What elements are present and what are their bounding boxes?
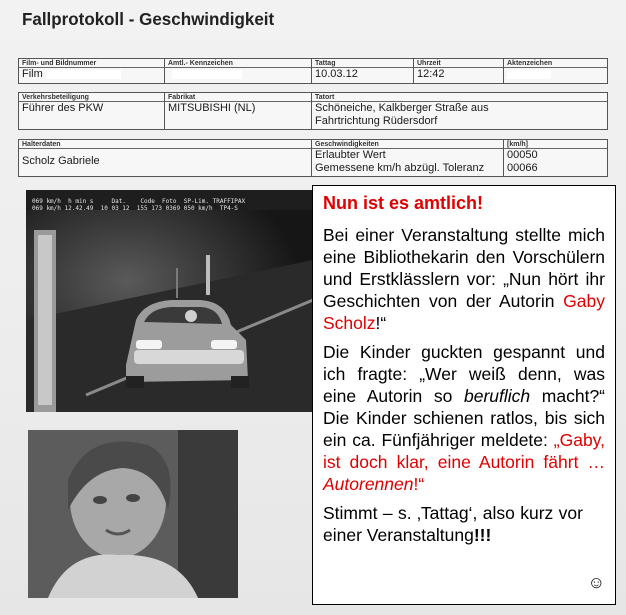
exclamation-marks: !!! [473,525,492,545]
halter-value: Scholz Gabriele [22,155,100,167]
tattag-label: Tattag [312,60,413,68]
uhrzeit-label: Uhrzeit [414,60,503,68]
hud-line-1: 069 km/h h min s Dat. Code Foto SP-Lim. TRAFFIPAX [32,198,246,205]
kennzeichen-value [168,68,308,81]
hud-line-2: 069 km/h 12.42.49 10 03 12 155 173 0369 050 km/h TP4-S [32,205,238,212]
paragraph-1-end: !“ [375,313,387,333]
tatort-value: Schöneiche, Kalkberger Straße aus Fahrtrichtung Rüdersdorf [315,102,489,127]
halter-cell [19,140,311,176]
driver-portrait-illustration [28,430,238,598]
kmh-cell [503,140,607,176]
tattag-value: 10.03.12 [315,68,358,80]
paragraph-2-italic: beruflich [463,386,531,406]
film-value [22,68,161,81]
smiley-icon: ☺ [587,573,605,592]
paragraph-2 [323,341,605,495]
gemessen-value: 00066 [507,162,538,174]
tatort-label: Tatort [312,94,607,102]
info-row-vehicle [18,92,608,130]
fabrikat-cell [164,93,311,129]
driver-photo [28,430,238,598]
uhrzeit-cell [413,59,503,83]
paragraph-3-text: Stimmt – s. ‚Tattag‘, also kurz vor einer Veranstaltung [323,503,583,545]
aktenzeichen-label: Aktenzeichen [504,60,607,68]
geschw-cell [311,140,503,176]
aktenzeichen-value [507,68,604,81]
road-scene-illustration [26,190,313,412]
kennzeichen-label: Amtl.- Kennzeichen [165,60,311,68]
verkehr-label: Verkehrsbeteiligung [19,94,164,102]
redaction-bar [172,70,242,79]
paragraph-3 [323,502,605,546]
redaction-bar [507,70,551,79]
uhrzeit-value: 12:42 [417,68,445,80]
geschw-label: Geschwindigkeiten [312,141,503,149]
tatort-cell [311,93,607,129]
child-quote-end: !“ [413,474,425,494]
anecdote-panel [312,185,616,605]
info-row-film [18,58,608,84]
gemessen-label: Gemessene km/h abzügl. Toleranz [315,162,485,174]
child-quote-italic: Autorennen [323,474,414,494]
film-value-text: Film [22,68,43,80]
fabrikat-value: MITSUBISHI (NL) [168,102,256,114]
verkehr-value: Führer des PKW [22,102,104,114]
paragraph-2-text-a: Die Kinder guckten gespannt und ich fragte: „Wer weiß denn, was eine Autorin so [323,342,605,406]
paragraph-1 [323,224,605,334]
film-cell [19,59,164,83]
halter-label: Halterdaten [19,141,311,149]
redaction-bar [47,70,121,79]
kmh-label: [km/h] [504,141,607,149]
aktenzeichen-cell [503,59,607,83]
traffic-camera-photo [26,190,313,412]
panel-headline: Nun ist es amtlich! [323,193,484,213]
child-quote: „Gaby, ist doch klar, eine Autorin fährt … [323,430,605,472]
verkehr-cell [19,93,164,129]
erlaubt-value: 00050 [507,149,538,161]
tattag-cell [311,59,413,83]
paragraph-1-text: Bei einer Veranstaltung stellte mich eine Bibliothekarin den Vorschülern und Erstklässlern vor: „Nun hört ihr Geschichten von der Autorin [323,225,605,311]
author-name: Gaby Scholz [323,291,605,333]
fabrikat-label: Fabrikat [165,94,311,102]
camera-hud [32,198,245,212]
film-label: Film- und Bildnummer [19,60,164,68]
document-title: Fallprotokoll - Geschwindigkeit [22,9,275,30]
info-row-speed [18,139,608,177]
erlaubt-label: Erlaubter Wert [315,149,386,161]
kennzeichen-cell [164,59,311,83]
paragraph-2-text-b: macht?“ Die Kinder schienen ratlos, bis sich ein ca. Fünfjähriger meldete: [323,386,605,450]
